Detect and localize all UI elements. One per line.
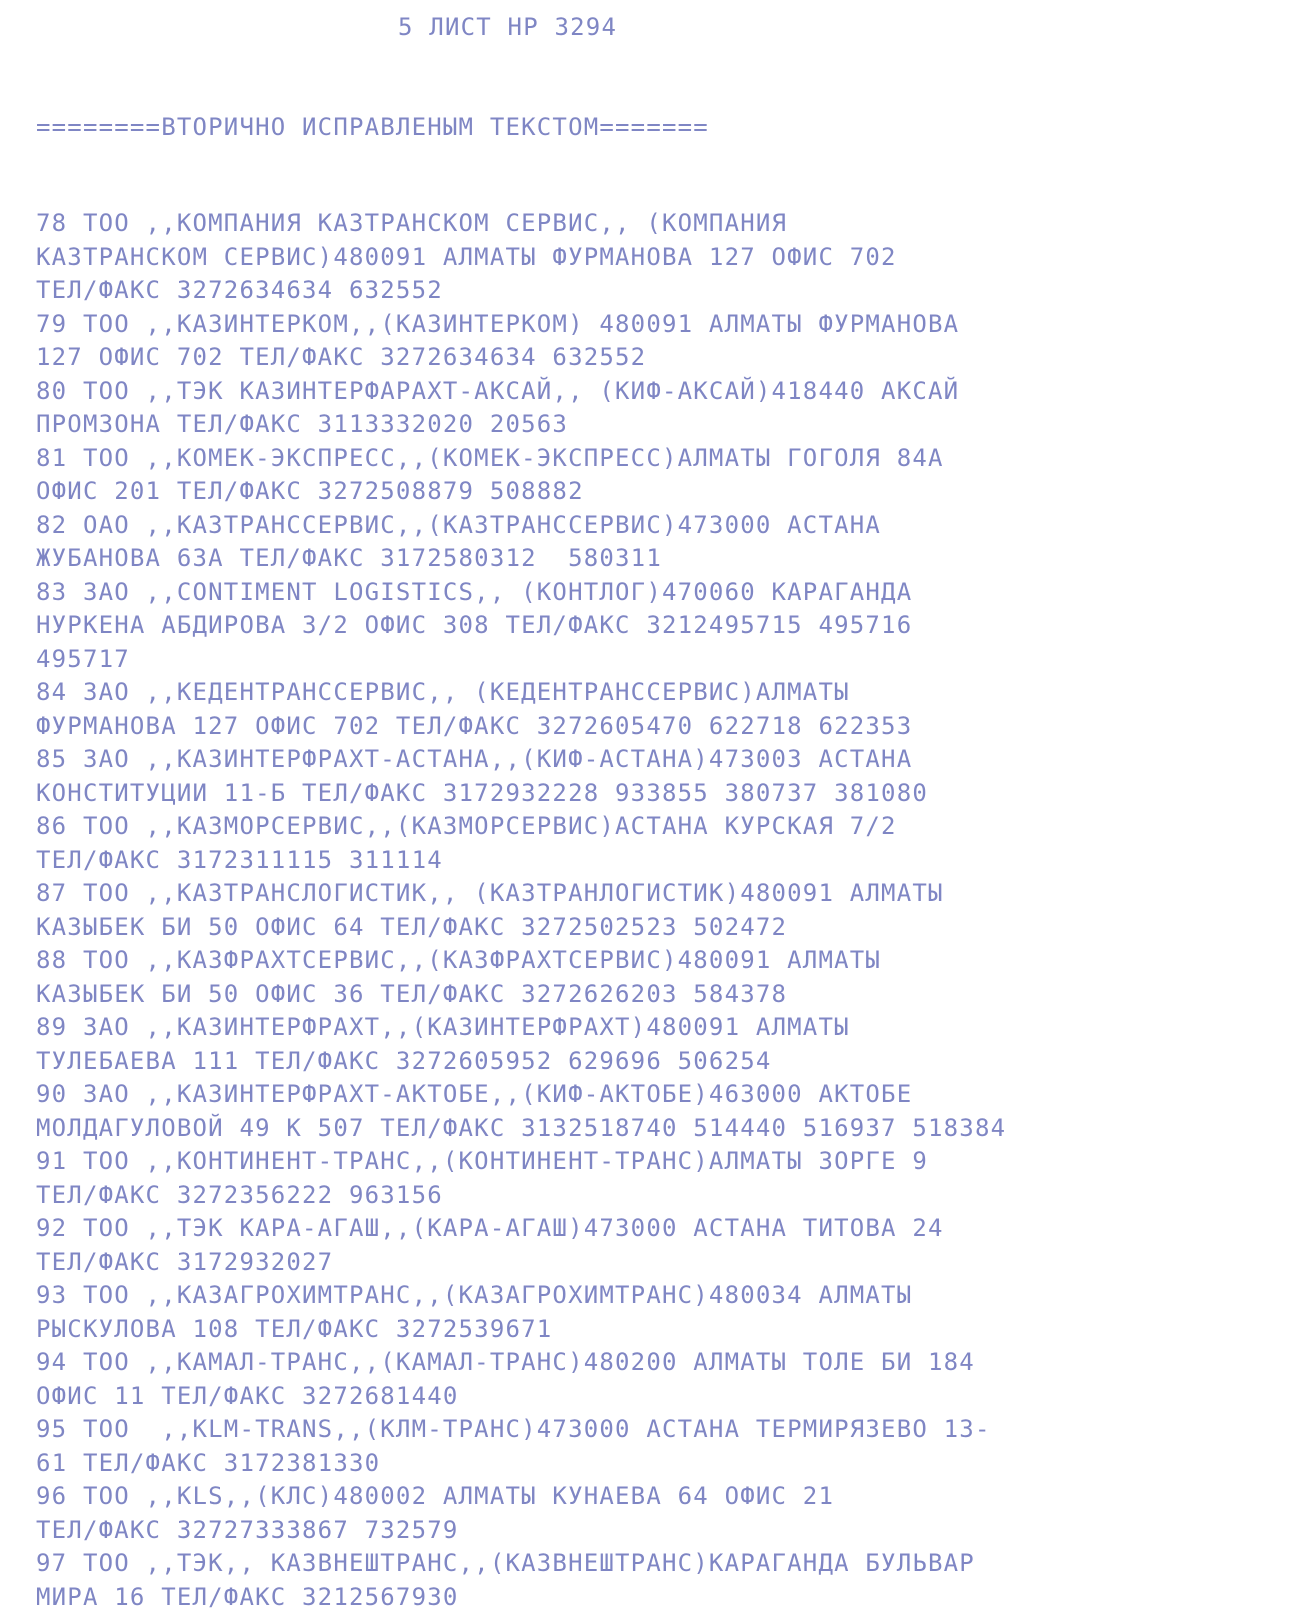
- entry-line: МОЛДАГУЛОВОЙ 49 К 507 ТЕЛ/ФАКС 3132518740 514440 516937 518384: [36, 1113, 1007, 1142]
- entry-line: 80 ТОО ,,ТЭК КАЗИНТЕРФАРАХТ-АКСАЙ,, (КИФ-АКСАЙ)418440 АКСАЙ: [36, 376, 960, 405]
- entry-line: ОФИС 11 ТЕЛ/ФАКС 3272681440: [36, 1381, 459, 1410]
- entry-line: 83 ЗАО ,,CONTIMENT LOGISTICS,, (КОНТЛОГ)470060 КАРАГАНДА: [36, 577, 913, 606]
- entry-line: 88 ТОО ,,КАЗФРАХТСЕРВИС,,(КАЗФРАХТСЕРВИС)480091 АЛМАТЫ: [36, 946, 882, 974]
- entry-line: 89 ЗАО ,,КАЗИНТЕРФРАХТ,,(КАЗИНТЕРФРАХТ)480091 АЛМАТЫ: [36, 1013, 850, 1041]
- entry-line: 79 ТОО ,,КАЗИНТЕРКОМ,,(КАЗИНТЕРКОМ) 480091 АЛМАТЫ ФУРМАНОВА: [36, 309, 960, 338]
- entry-line: ФУРМАНОВА 127 ОФИС 702 ТЕЛ/ФАКС 3272605470 622718 622353: [36, 711, 913, 740]
- entry-line: КАЗЫБЕК БИ 50 ОФИС 64 ТЕЛ/ФАКС 3272502523 502472: [36, 912, 788, 941]
- entry-line: 86 ТОО ,,КАЗМОРСЕРВИС,,(КАЗМОРСЕРВИС)АСТАНА КУРСКАЯ 7/2: [36, 812, 897, 840]
- entry-line: ОФИС 201 ТЕЛ/ФАКС 3272508879 508882: [36, 477, 584, 505]
- entry-line: МИРА 16 ТЕЛ/ФАКС 3212567930: [36, 1582, 459, 1611]
- entry-line: 93 ТОО ,,КАЗАГРОХИМТРАНС,,(КАЗАГРОХИМТРАНС)480034 АЛМАТЫ: [36, 1281, 913, 1309]
- entry-line: ТЕЛ/ФАКС 3172932027: [36, 1247, 334, 1276]
- entry-line: ПРОМЗОНА ТЕЛ/ФАКС 3113332020 20563: [36, 410, 569, 438]
- entry-line: 82 ОАО ,,КАЗТРАНССЕРВИС,,(КАЗТРАНССЕРВИС)473000 АСТАНА: [36, 510, 882, 539]
- entry-line: 61 ТЕЛ/ФАКС 3172381330: [36, 1448, 381, 1477]
- entry-line: ТЕЛ/ФАКС 32727333867 732579: [36, 1515, 459, 1544]
- document-subtitle: ========ВТОРИЧНО ИСПРАВЛЕНЫМ ТЕКСТОМ=======: [36, 113, 709, 141]
- entry-line: ЖУБАНОВА 63А ТЕЛ/ФАКС 3172580312 580311: [36, 544, 662, 572]
- entry-line: 90 ЗАО ,,КАЗИНТЕРФРАХТ-АКТОБЕ,,(КИФ-АКТОБЕ)463000 АКТОБЕ: [36, 1080, 913, 1108]
- entry-line: КАЗЫБЕК БИ 50 ОФИС 36 ТЕЛ/ФАКС 3272626203 584378: [36, 979, 788, 1008]
- entry-line: 91 ТОО ,,КОНТИНЕНТ-ТРАНС,,(КОНТИНЕНТ-ТРАНС)АЛМАТЫ ЗОРГЕ 9: [36, 1147, 929, 1175]
- entry-line: КОНСТИТУЦИИ 11-Б ТЕЛ/ФАКС 3172932228 933855 380737 381080: [36, 778, 929, 807]
- entry-list: [36, 207, 1276, 1614]
- entry-line: 95 ТОО ,,KLM-TRANS,,(КЛМ-ТРАНС)473000 АСТАНА ТЕРМИРЯЗЕВО 13-: [36, 1415, 991, 1443]
- entry-line: ТЕЛ/ФАКС 32726346З4 632552: [36, 276, 443, 304]
- entry-line: НУРКЕНА АБДИРОВА 3/2 ОФИС 308 ТЕЛ/ФАКС 3212495715 495716: [36, 611, 913, 639]
- entry-line: 78 ТОО ,,КОМПАНИЯ КАЗТРАНСКОМ СЕРВИС,, (КОМПАНИЯ: [36, 209, 788, 237]
- entry-line: ТЕЛ/ФАКС 3172311115 311114: [36, 845, 443, 874]
- entry-line: 85 ЗАО ,,КАЗИНТЕРФРАХТ-АСТАНА,,(КИФ-АСТАНА)473003 АСТАНА: [36, 745, 913, 773]
- entry-line: КАЗТРАНСКОМ СЕРВИС)480091 АЛМАТЫ ФУРМАНОВА 127 ОФИС 702: [36, 242, 897, 271]
- entry-line: 97 ТОО ,,ТЭК,, КАЗВНЕШТРАНС,,(КАЗВНЕШТРАНС)КАРАГАНДА БУЛЬВАР: [36, 1549, 975, 1577]
- entry-line: 92 ТОО ,,ТЭК КАРА-АГАШ,,(КАРА-АГАШ)473000 АСТАНА ТИТОВА 24: [36, 1214, 944, 1242]
- entry-line: 84 ЗАО ,,КЕДЕНТРАНССЕРВИС,, (КЕДЕНТРАНССЕРВИС)АЛМАТЫ: [36, 678, 850, 706]
- entry-line: 127 ОФИС 702 ТЕЛ/ФАКС 32726346З4 632552: [36, 343, 647, 371]
- entry-line: ТУЛЕБАЕВА 111 ТЕЛ/ФАКС 3272605952 629696 506254: [36, 1046, 772, 1075]
- entry-line: ТЕЛ/ФАКС 3272356222 963156: [36, 1180, 443, 1209]
- entry-line: 94 ТОО ,,КАМАЛ-ТРАНС,,(КАМАЛ-ТРАНС)480200 АЛМАТЫ ТОЛЕ БИ 184: [36, 1348, 975, 1376]
- entry-line: 87 ТОО ,,КАЗТРАНСЛОГИСТИК,, (КАЗТРАНЛОГИСТИК)480091 АЛМАТЫ: [36, 879, 944, 907]
- entry-line: 495717: [36, 644, 130, 673]
- sheet-header: 5 ЛИСТ НР 3294: [398, 13, 618, 41]
- entry-line: РЫСКУЛОВА 108 ТЕЛ/ФАКС 3272539671: [36, 1314, 553, 1343]
- entry-line: 81 ТОО ,,КОМЕК-ЭКСПРЕСС,,(КОМЕК-ЭКСПРЕСС)АЛМАТЫ ГОГОЛЯ 84А: [36, 443, 944, 472]
- entry-line: 96 ТОО ,,KLS,,(КЛС)480002 АЛМАТЫ КУНАЕВА 64 ОФИС 21: [36, 1482, 835, 1510]
